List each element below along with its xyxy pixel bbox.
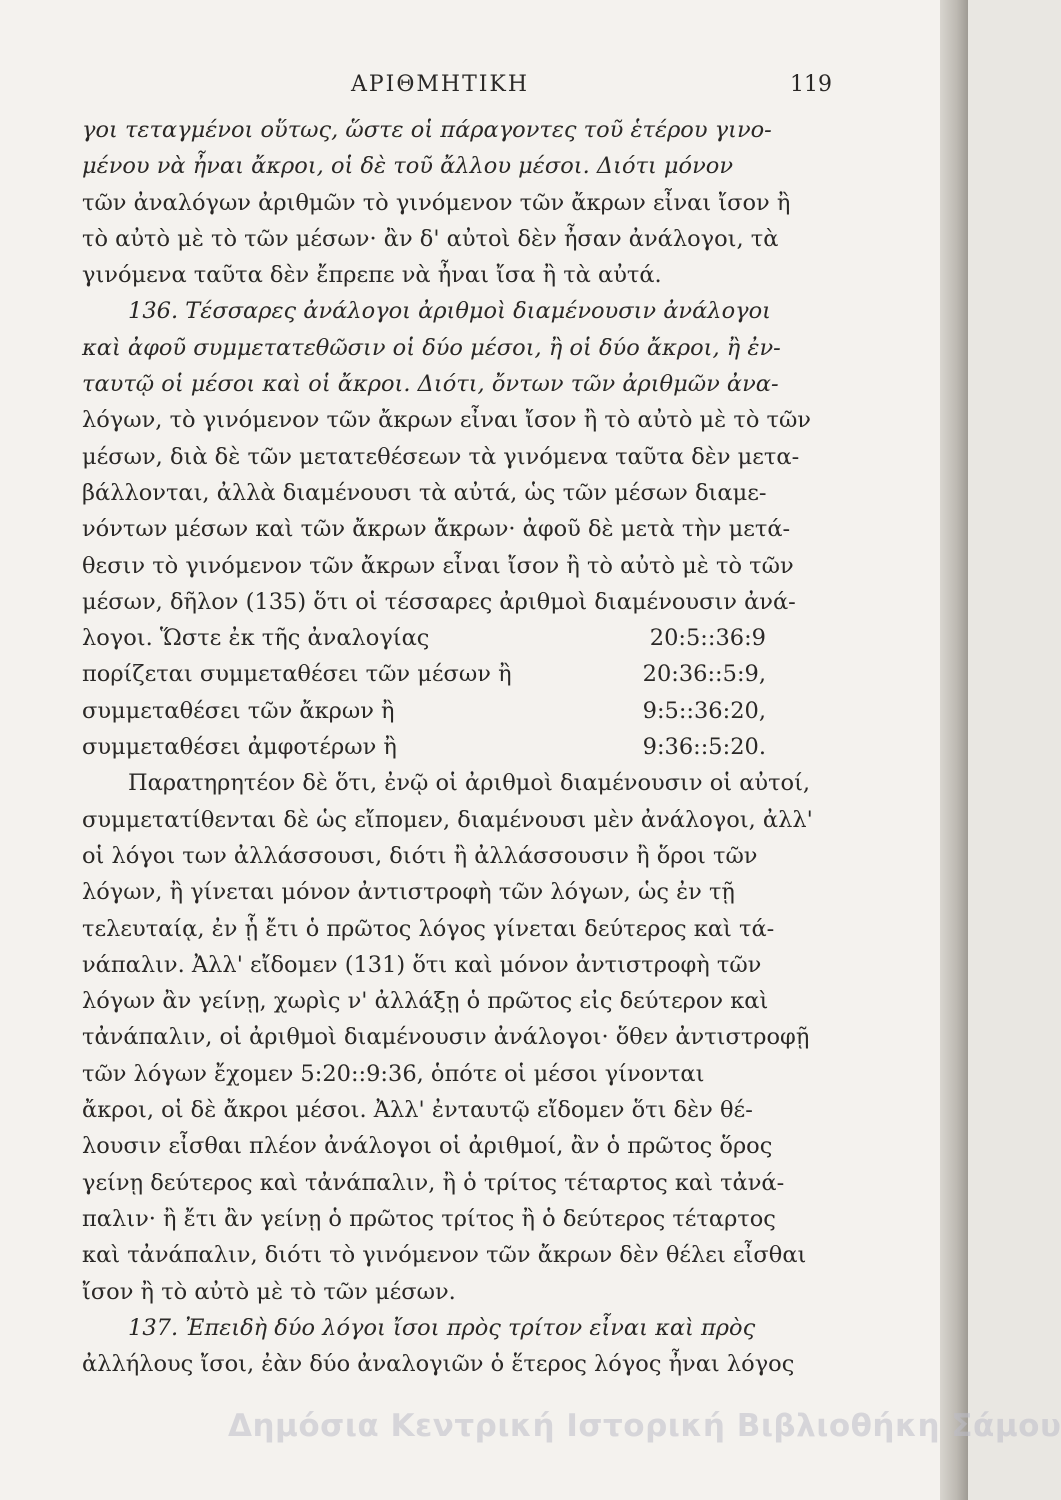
line-text: τῶν λόγων ἔχομεν 5:20::9:36, ὁπότε οἱ μέσοι γίνονται [82, 1060, 705, 1087]
text-line [82, 366, 779, 402]
text-line [82, 548, 794, 584]
text-line [82, 620, 772, 656]
line-text: ἴσον ἢ τὸ αὐτὸ μὲ τὸ τῶν μέσων. [82, 1278, 456, 1305]
line-text: συμμετατίθενται δὲ ὡς εἴπομεν, διαμένουσι μὲν ἀνάλογοι, ἀλλ' [82, 806, 813, 833]
text-line [82, 112, 772, 148]
text-line [82, 911, 775, 947]
text-line [82, 402, 811, 438]
line-text: Παρατηρητέον δὲ ὅτι, ἐνῷ οἱ ἀριθμοὶ διαμένουσιν οἱ αὐτοί, [128, 770, 811, 797]
line-text: τελευταίᾳ, ἐν ᾗ ἔτι ὁ πρῶτος λόγος γίνεται δεύτερος καὶ τά- [82, 915, 775, 942]
running-header [60, 72, 832, 106]
text-line [82, 1019, 810, 1055]
body-text [82, 112, 813, 1382]
line-text: 137. Ἐπειδὴ δύο λόγοι ἴσοι πρὸς τρίτον εἶναι καὶ πρὸς [128, 1314, 756, 1341]
proportion-expression: 20:36::5:9, [642, 661, 766, 688]
text-line [82, 584, 796, 620]
text-line [82, 148, 772, 184]
line-text: λόγων, τὸ γινόμενον τῶν ἄκρων εἶναι ἴσον ἢ τὸ αὐτὸ μὲ τὸ τῶν [82, 407, 811, 434]
line-text: λόγων, ἢ γίνεται μόνον ἀντιστροφὴ τῶν λόγων, ὡς ἐν τῇ [82, 879, 735, 906]
text-line [82, 257, 772, 293]
line-text: πορίζεται συμμεταθέσει τῶν μέσων ἢ [82, 661, 512, 688]
text-line [82, 1237, 807, 1273]
line-text: τἀνάπαλιν, οἱ ἀριθμοὶ διαμένουσιν ἀνάλογοι· ὅθεν ἀντιστροφῇ [82, 1024, 810, 1051]
text-line [82, 511, 791, 547]
line-text: νάπαλιν. Ἀλλ' εἴδομεν (131) ὅτι καὶ μόνον ἀντιστροφὴ τῶν [82, 951, 762, 978]
line-text: τὸ αὐτὸ μὲ τὸ τῶν μέσων· ἂν δ' αὐτοὶ δὲν ἦσαν ἀνάλογοι, τὰ [82, 225, 779, 252]
line-text: λουσιν εἶσθαι πλέον ἀνάλογοι οἱ ἀριθμοί, ἂν ὁ πρῶτος ὅρος [82, 1133, 773, 1160]
line-text: γινόμενα ταῦτα δὲν ἔπρεπε νὰ ἦναι ἴσα ἢ τὰ αὐτά. [82, 262, 662, 289]
text-line [82, 1346, 795, 1382]
text-line [82, 1274, 772, 1310]
line-text: τῶν ἀναλόγων ἀριθμῶν τὸ γινόμενον τῶν ἄκρων εἶναι ἴσον ἢ [82, 189, 791, 216]
line-text: ταυτῷ οἱ μέσοι καὶ οἱ ἄκροι. Διότι, ὄντων τῶν ἀριθμῶν ἀνα- [82, 371, 779, 398]
text-line [82, 185, 791, 221]
line-text: βάλλονται, ἀλλὰ διαμένουσι τὰ αὐτά, ὡς τῶν μέσων διαμε- [82, 479, 767, 506]
line-text: συμμεταθέσει τῶν ἄκρων ἢ [82, 697, 395, 724]
page-edge [940, 0, 968, 1500]
page-number: 119 [790, 72, 832, 97]
line-text: συμμεταθέσει ἀμφοτέρων ἢ [82, 734, 397, 761]
line-text: νόντων μέσων καὶ τῶν ἄκρων ἄκρων· ἀφοῦ δὲ μετὰ τὴν μετά- [82, 516, 791, 543]
text-line [82, 802, 813, 838]
text-line [82, 1310, 772, 1346]
page-title: ΑΡΙΘΜΗΤΙΚΗ [350, 72, 530, 97]
text-line [82, 656, 772, 692]
line-text: μέσων, διὰ δὲ τῶν μετατεθέσεων τὰ γινόμενα ταῦτα δὲν μετα- [82, 443, 800, 470]
line-text: λόγων ἂν γείνῃ, χωρὶς ν' ἀλλάξῃ ὁ πρῶτος εἰς δεύτερον καὶ [82, 988, 769, 1015]
line-text: γοι τεταγμένοι οὕτως, ὥστε οἱ πάραγοντες τοῦ ἑτέρου γινο- [82, 117, 772, 143]
line-text: καὶ ἀφοῦ συμμετατεθῶσιν οἱ δύο μέσοι, ἢ οἱ δύο ἄκροι, ἢ ἐν- [82, 334, 781, 361]
line-text: 136. Τέσσαρες ἀνάλογοι ἀριθμοὶ διαμένουσιν ἀνάλογοι [128, 298, 771, 325]
text-line [82, 1092, 772, 1128]
line-text: οἱ λόγοι των ἀλλάσσουσι, διότι ἢ ἀλλάσσουσιν ἢ ὅροι τῶν [82, 842, 758, 869]
line-text: μένου νὰ ἦναι ἄκροι, οἱ δὲ τοῦ ἄλλου μέσοι. Διότι μόνον [82, 153, 733, 180]
text-line [82, 874, 772, 910]
line-text: θεσιν τὸ γινόμενον τῶν ἄκρων εἶναι ἴσον ἢ τὸ αὐτὸ μὲ τὸ τῶν [82, 552, 794, 579]
text-line [82, 947, 772, 983]
library-watermark: Δημόσια Κεντρική Ιστορική Βιβλιοθήκη Σάμου [228, 1408, 1061, 1444]
proportion-expression: 9:5::36:20, [642, 697, 766, 724]
text-line [82, 838, 772, 874]
text-line [82, 293, 772, 329]
line-text: παλιν· ἢ ἔτι ἂν γείνῃ ὁ πρῶτος τρίτος ἢ ὁ δεύτερος τέταρτος [82, 1205, 776, 1232]
text-line [82, 1128, 772, 1164]
line-text: καὶ τἀνάπαλιν, διότι τὸ γινόμενον τῶν ἄκρων δὲν θέλει εἶσθαι [82, 1242, 807, 1269]
line-text: λογοι. Ὥστε ἐκ τῆς ἀναλογίας [82, 625, 430, 652]
text-line [82, 1056, 772, 1092]
proportion-expression: 9:36::5:20. [642, 734, 766, 761]
text-line [82, 475, 772, 511]
text-line [82, 693, 772, 729]
line-text: ἄκροι, οἱ δὲ ἄκροι μέσοι. Ἀλλ' ἐνταυτῷ εἴδομεν ὅτι δὲν θέ- [82, 1097, 753, 1124]
line-text: ἀλλήλους ἴσοι, ἐὰν δύο ἀναλογιῶν ὁ ἕτερος λόγος ἦναι λόγος [82, 1351, 795, 1378]
text-line [82, 1165, 785, 1201]
text-line [82, 1201, 776, 1237]
line-text: γείνῃ δεύτερος καὶ τἀνάπαλιν, ἢ ὁ τρίτος τέταρτος καὶ τἀνά- [82, 1169, 785, 1196]
text-line [82, 765, 811, 801]
proportion-expression: 20:5::36:9 [649, 625, 766, 652]
line-text: μέσων, δῆλον (135) ὅτι οἱ τέσσαρες ἀριθμοὶ διαμένουσιν ἀνά- [82, 588, 796, 615]
text-line [82, 439, 800, 475]
text-line [82, 729, 772, 765]
text-line [82, 330, 781, 366]
text-line [82, 983, 772, 1019]
text-line [82, 221, 779, 257]
